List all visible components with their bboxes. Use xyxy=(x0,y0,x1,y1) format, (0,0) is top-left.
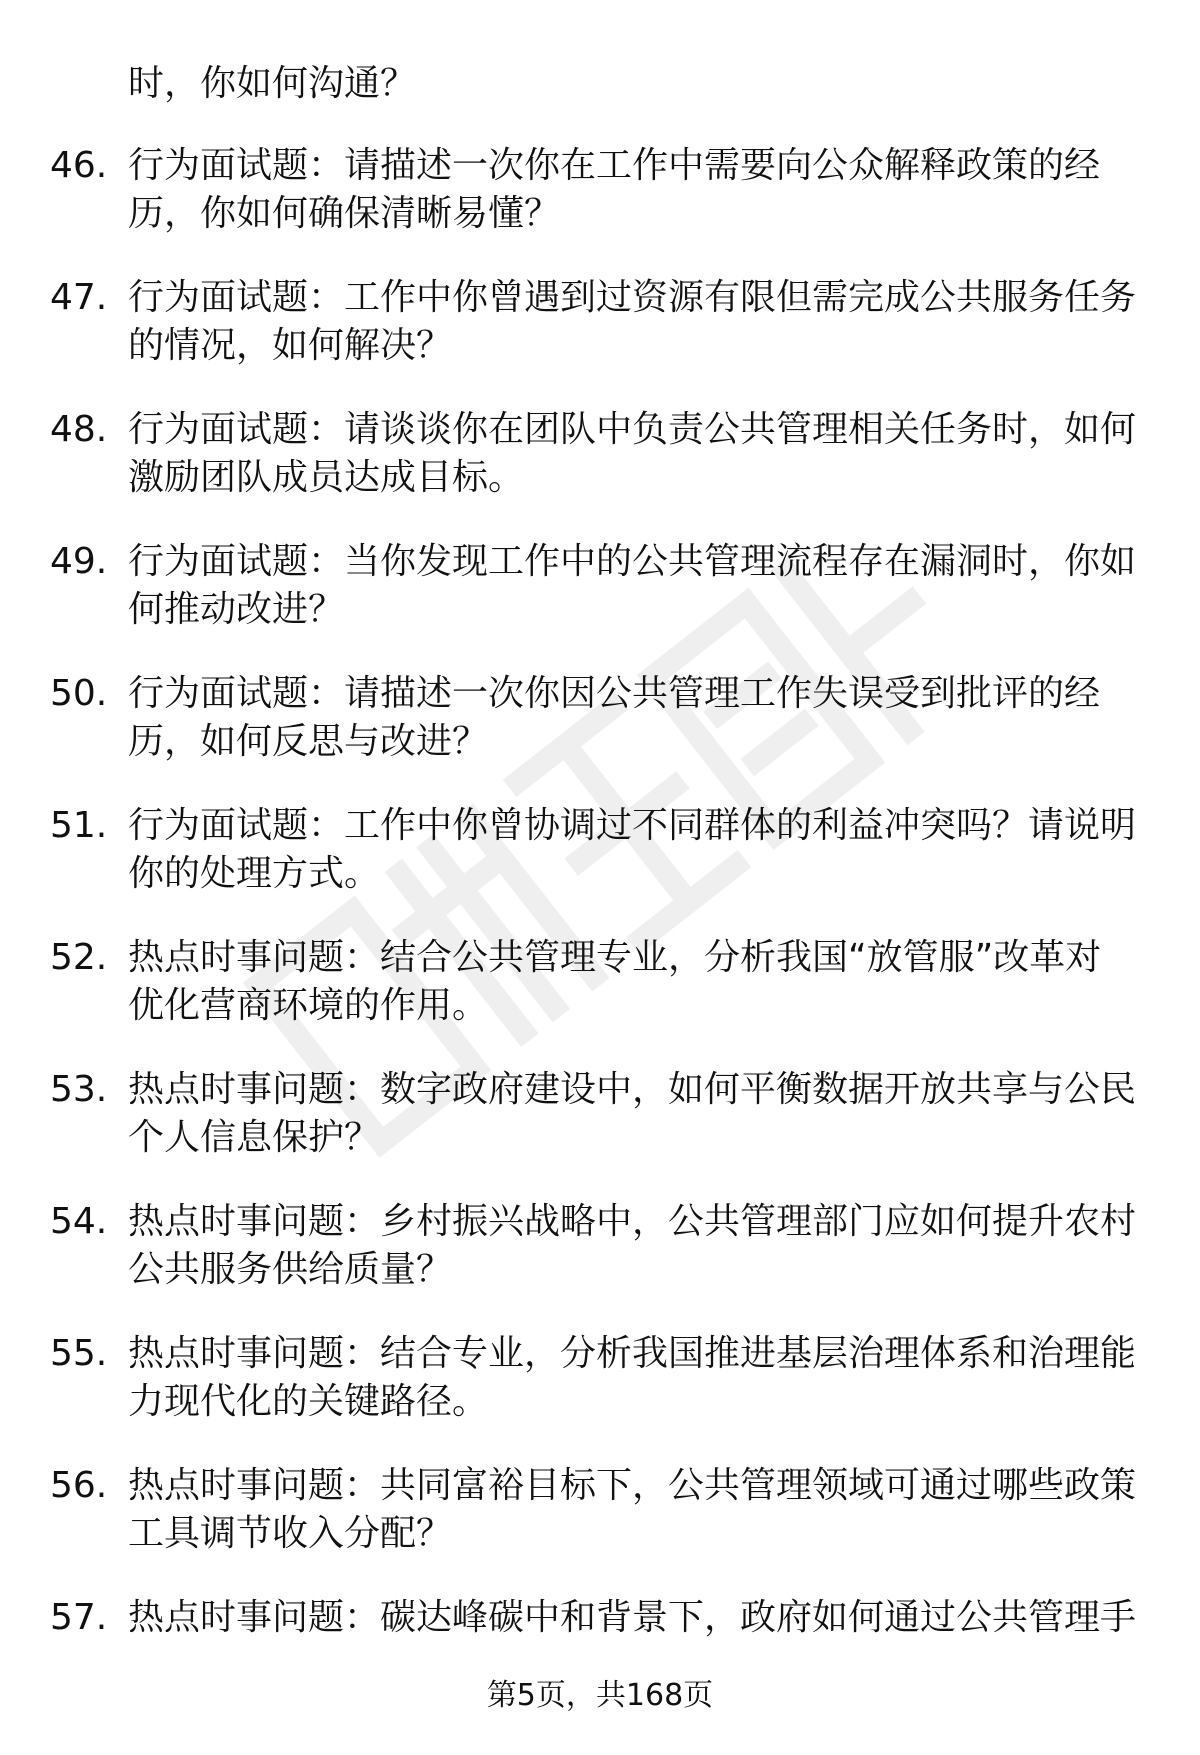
question-number: 50. xyxy=(50,673,108,714)
question-text xyxy=(128,538,1148,634)
question-text-line: 热点时事问题：共同富裕目标下，公共管理领域可通过哪些政策 xyxy=(128,1465,1137,1506)
question-text xyxy=(128,1198,1148,1294)
question-text-line: 你的处理方式。 xyxy=(128,853,381,894)
question-item xyxy=(0,802,1200,934)
question-text-line: 行为面试题：当你发现工作中的公共管理流程存在漏洞时，你如 xyxy=(128,541,1137,582)
question-text-line: 行为面试题：请描述一次你在工作中需要向公众解释政策的经 xyxy=(128,145,1101,186)
question-text xyxy=(128,802,1148,898)
question-number: 46. xyxy=(50,145,108,186)
question-item xyxy=(0,1330,1200,1462)
question-item xyxy=(0,1198,1200,1330)
question-text xyxy=(128,1330,1148,1426)
question-text xyxy=(128,142,1148,238)
question-item xyxy=(0,934,1200,1066)
question-text-line: 优化营商环境的作用。 xyxy=(128,985,489,1026)
question-text xyxy=(128,1462,1148,1558)
question-text-line: 热点时事问题：结合专业，分析我国推进基层治理体系和治理能 xyxy=(128,1333,1137,1374)
question-number: 47. xyxy=(50,277,108,318)
question-text-line: 个人信息保护？ xyxy=(128,1117,381,1158)
question-text-line: 行为面试题：工作中你曾协调过不同群体的利益冲突吗？请说明 xyxy=(128,805,1137,846)
question-number: 55. xyxy=(50,1333,108,1374)
question-item xyxy=(0,1066,1200,1198)
question-list xyxy=(0,142,1200,1726)
question-number: 56. xyxy=(50,1465,108,1506)
question-number: 53. xyxy=(50,1069,108,1110)
question-item xyxy=(0,670,1200,802)
question-text-line: 何推动改进？ xyxy=(128,589,345,630)
question-number: 48. xyxy=(50,409,108,450)
question-text-line: 工具调节收入分配？ xyxy=(128,1513,453,1554)
question-text-line: 历，如何反思与改进？ xyxy=(128,721,489,762)
question-text-line: 公共服务供给质量？ xyxy=(128,1249,453,1290)
question-text xyxy=(128,934,1148,1030)
question-text xyxy=(128,1066,1148,1162)
question-number: 52. xyxy=(50,937,108,978)
question-text xyxy=(128,406,1148,502)
question-text-line: 行为面试题：请谈谈你在团队中负责公共管理相关任务时，如何 xyxy=(128,409,1137,450)
question-text-line: 行为面试题：工作中你曾遇到过资源有限但需完成公共服务任务 xyxy=(128,277,1137,318)
question-text-line: 热点时事问题：结合公共管理专业，分析我国“放管服”改革对 xyxy=(128,937,1102,978)
question-number: 54. xyxy=(50,1201,108,1242)
question-text-line: 力现代化的关键路径。 xyxy=(128,1381,489,1422)
previous-question-continuation: 时，你如何沟通？ xyxy=(128,63,417,104)
question-item xyxy=(0,274,1200,406)
question-item xyxy=(0,142,1200,274)
question-item xyxy=(0,1462,1200,1594)
question-text xyxy=(128,670,1148,766)
question-text-line: 热点时事问题：数字政府建设中，如何平衡数据开放共享与公民 xyxy=(128,1069,1137,1110)
question-text-line: 历，你如何确保清晰易懂？ xyxy=(128,193,561,234)
page-footer: 第5页，共168页 xyxy=(486,1678,714,1713)
question-text-line: 行为面试题：请描述一次你因公共管理工作失误受到批评的经 xyxy=(128,673,1101,714)
question-text-line: 热点时事问题：乡村振兴战略中，公共管理部门应如何提升农村 xyxy=(128,1201,1137,1242)
question-number: 57. xyxy=(50,1597,108,1638)
question-text-line: 激励团队成员达成目标。 xyxy=(128,457,525,498)
question-item xyxy=(0,406,1200,538)
question-text-line: 热点时事问题：碳达峰碳中和背景下，政府如何通过公共管理手 xyxy=(128,1597,1137,1638)
question-number: 51. xyxy=(50,805,108,846)
question-text xyxy=(128,1594,1148,1642)
question-number: 49. xyxy=(50,541,108,582)
question-text xyxy=(128,274,1148,370)
question-item xyxy=(0,538,1200,670)
question-text-line: 的情况，如何解决？ xyxy=(128,325,453,366)
